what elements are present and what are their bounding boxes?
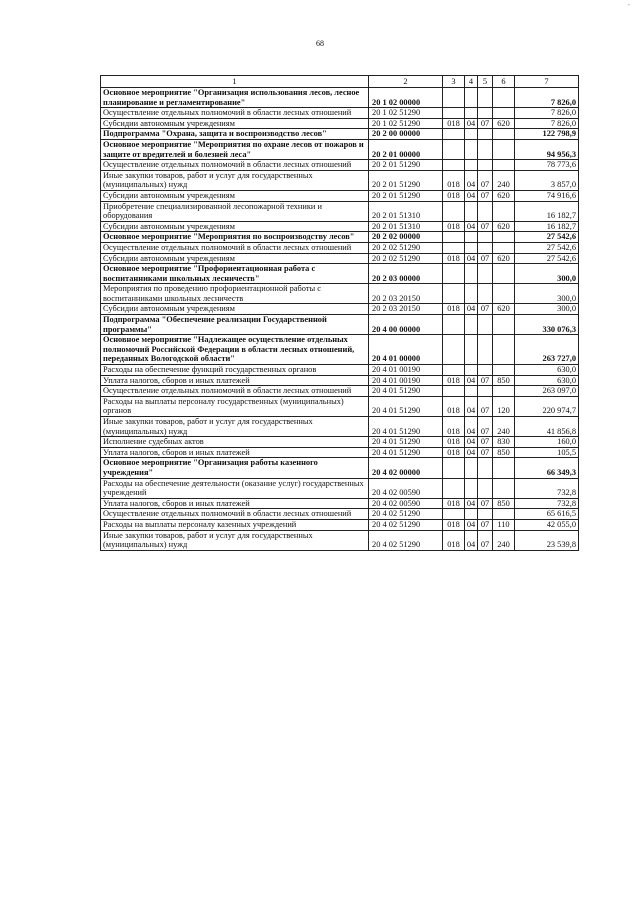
row-name: Расходы на выплаты персоналу казенных учреждений	[101, 519, 369, 530]
row-grbs	[443, 284, 465, 304]
row-code: 20 4 01 51290	[369, 386, 443, 397]
row-expense-type	[493, 129, 515, 140]
row-subsection: 07	[478, 530, 493, 550]
table-row	[101, 458, 579, 478]
row-amount: 732,8	[515, 478, 579, 498]
row-subsection	[478, 242, 493, 253]
row-section: 04	[465, 519, 478, 530]
row-grbs	[443, 509, 465, 520]
row-expense-type	[493, 509, 515, 520]
row-expense-type	[493, 139, 515, 159]
row-grbs: 018	[443, 304, 465, 315]
row-grbs: 018	[443, 417, 465, 437]
table-row	[101, 160, 579, 171]
row-section: 04	[465, 417, 478, 437]
row-grbs	[443, 315, 465, 335]
column-header: 6	[493, 76, 515, 88]
row-subsection: 07	[478, 304, 493, 315]
row-amount: 630,0	[515, 375, 579, 386]
row-amount: 27 542,6	[515, 242, 579, 253]
row-subsection	[478, 108, 493, 119]
row-expense-type: 850	[493, 447, 515, 458]
row-section	[465, 365, 478, 376]
row-subsection	[478, 458, 493, 478]
row-code: 20 4 00 00000	[369, 315, 443, 335]
row-section: 04	[465, 447, 478, 458]
row-expense-type	[493, 284, 515, 304]
row-amount: 74 916,6	[515, 190, 579, 201]
row-name: Основное мероприятие "Мероприятия по охране лесов от пожаров и защите от вредителей и болезней леса"	[101, 139, 369, 159]
row-code: 20 2 03 20150	[369, 284, 443, 304]
row-expense-type: 620	[493, 118, 515, 129]
row-expense-type	[493, 315, 515, 335]
table-row	[101, 108, 579, 119]
row-name: Иные закупки товаров, работ и услуг для государственных (муниципальных) нужд	[101, 530, 369, 550]
row-subsection	[478, 201, 493, 221]
row-code: 20 2 03 00000	[369, 264, 443, 284]
row-subsection	[478, 88, 493, 108]
row-name: Осуществление отдельных полномочий в области лесных отношений	[101, 509, 369, 520]
row-section	[465, 386, 478, 397]
row-section: 04	[465, 221, 478, 232]
row-subsection: 07	[478, 253, 493, 264]
row-amount: 7 826,0	[515, 108, 579, 119]
row-amount: 7 826,0	[515, 118, 579, 129]
row-expense-type: 620	[493, 304, 515, 315]
row-subsection: 07	[478, 498, 493, 509]
row-section: 04	[465, 437, 478, 448]
row-subsection: 07	[478, 417, 493, 437]
row-code: 20 1 02 00000	[369, 88, 443, 108]
table-row	[101, 530, 579, 550]
budget-table	[100, 75, 579, 551]
row-expense-type: 850	[493, 375, 515, 386]
row-name: Субсидии автономным учреждениям	[101, 304, 369, 315]
row-name: Иные закупки товаров, работ и услуг для государственных (муниципальных) нужд	[101, 417, 369, 437]
row-expense-type	[493, 108, 515, 119]
row-subsection	[478, 386, 493, 397]
row-code: 20 2 02 51290	[369, 242, 443, 253]
row-grbs	[443, 108, 465, 119]
row-subsection: 07	[478, 221, 493, 232]
column-header: 4	[465, 76, 478, 88]
table-row	[101, 190, 579, 201]
row-section	[465, 160, 478, 171]
row-name: Основное мероприятие "Организация работы казенного учреждения"	[101, 458, 369, 478]
row-expense-type	[493, 88, 515, 108]
row-name: Основное мероприятие "Мероприятия по воспроизводству лесов"	[101, 232, 369, 243]
table-body	[101, 88, 579, 551]
table-row	[101, 498, 579, 509]
row-name: Приобретение специализированной лесопожарной техники и оборудования	[101, 201, 369, 221]
row-subsection	[478, 315, 493, 335]
row-subsection	[478, 160, 493, 171]
row-expense-type	[493, 478, 515, 498]
table-row	[101, 315, 579, 335]
row-name: Уплата налогов, сборов и иных платежей	[101, 447, 369, 458]
row-name: Субсидии автономным учреждениям	[101, 190, 369, 201]
row-amount: 27 542,6	[515, 253, 579, 264]
row-amount: 94 956,3	[515, 139, 579, 159]
row-amount: 16 182,7	[515, 221, 579, 232]
row-section	[465, 264, 478, 284]
row-section	[465, 88, 478, 108]
row-code: 20 4 01 51290	[369, 447, 443, 458]
row-expense-type	[493, 201, 515, 221]
row-code: 20 2 01 00000	[369, 139, 443, 159]
table-row	[101, 221, 579, 232]
row-section	[465, 509, 478, 520]
row-section: 04	[465, 304, 478, 315]
table-row	[101, 304, 579, 315]
row-expense-type	[493, 365, 515, 376]
row-section: 04	[465, 396, 478, 416]
row-grbs: 018	[443, 118, 465, 129]
row-grbs: 018	[443, 170, 465, 190]
row-subsection	[478, 139, 493, 159]
row-section	[465, 284, 478, 304]
row-code: 20 4 01 00190	[369, 375, 443, 386]
row-section: 04	[465, 118, 478, 129]
row-name: Субсидии автономным учреждениям	[101, 253, 369, 264]
row-amount: 78 773,6	[515, 160, 579, 171]
row-subsection	[478, 509, 493, 520]
row-amount: 41 856,8	[515, 417, 579, 437]
row-code: 20 2 02 51290	[369, 253, 443, 264]
row-subsection: 07	[478, 447, 493, 458]
table-row	[101, 118, 579, 129]
row-name: Подпрограмма "Охрана, защита и воспроизводство лесов"	[101, 129, 369, 140]
column-header: 7	[515, 76, 579, 88]
row-grbs	[443, 129, 465, 140]
row-section: 04	[465, 190, 478, 201]
row-code: 20 2 01 51310	[369, 201, 443, 221]
row-name: Основное мероприятие "Профориентационная работа с воспитанниками школьных лесничеств"	[101, 264, 369, 284]
table-row	[101, 478, 579, 498]
table-row	[101, 232, 579, 243]
row-section: 04	[465, 530, 478, 550]
row-code: 20 4 02 51290	[369, 530, 443, 550]
row-amount: 300,0	[515, 284, 579, 304]
row-name: Основное мероприятие "Организация использования лесов, лесное планирование и регламентирование"	[101, 88, 369, 108]
row-amount: 300,0	[515, 304, 579, 315]
row-name: Исполнение судебных актов	[101, 437, 369, 448]
row-amount: 300,0	[515, 264, 579, 284]
row-grbs: 018	[443, 375, 465, 386]
row-name: Осуществление отдельных полномочий в области лесных отношений	[101, 108, 369, 119]
row-grbs	[443, 242, 465, 253]
row-name: Уплата налогов, сборов и иных платежей	[101, 375, 369, 386]
table-row	[101, 386, 579, 397]
row-section: 04	[465, 170, 478, 190]
row-expense-type	[493, 264, 515, 284]
row-amount: 630,0	[515, 365, 579, 376]
table-row	[101, 447, 579, 458]
row-expense-type: 240	[493, 170, 515, 190]
row-subsection	[478, 232, 493, 243]
row-expense-type	[493, 232, 515, 243]
row-amount: 330 076,3	[515, 315, 579, 335]
row-grbs: 018	[443, 498, 465, 509]
table-row	[101, 253, 579, 264]
row-section: 04	[465, 498, 478, 509]
table-row	[101, 365, 579, 376]
row-code: 20 2 03 20150	[369, 304, 443, 315]
row-amount: 16 182,7	[515, 201, 579, 221]
row-subsection	[478, 129, 493, 140]
row-section	[465, 108, 478, 119]
table-row	[101, 417, 579, 437]
row-subsection	[478, 335, 493, 365]
row-name: Расходы на выплаты персоналу государственных (муниципальных) органов	[101, 396, 369, 416]
row-section	[465, 458, 478, 478]
row-grbs	[443, 232, 465, 243]
table-row	[101, 375, 579, 386]
row-amount: 7 826,0	[515, 88, 579, 108]
row-code: 20 2 02 00000	[369, 232, 443, 243]
row-grbs	[443, 139, 465, 159]
row-subsection	[478, 365, 493, 376]
row-grbs: 018	[443, 221, 465, 232]
row-grbs: 018	[443, 519, 465, 530]
row-expense-type: 620	[493, 221, 515, 232]
row-grbs: 018	[443, 190, 465, 201]
table-row	[101, 437, 579, 448]
row-section: 04	[465, 375, 478, 386]
row-amount: 263 727,0	[515, 335, 579, 365]
column-header: 1	[101, 76, 369, 88]
row-expense-type: 850	[493, 498, 515, 509]
table-row	[101, 335, 579, 365]
column-header: 5	[478, 76, 493, 88]
table-row	[101, 139, 579, 159]
row-subsection: 07	[478, 190, 493, 201]
table-row	[101, 201, 579, 221]
row-amount: 66 349,3	[515, 458, 579, 478]
row-name: Расходы на обеспечение функций государственных органов	[101, 365, 369, 376]
row-expense-type	[493, 458, 515, 478]
row-name: Субсидии автономным учреждениям	[101, 221, 369, 232]
row-code: 20 2 01 51290	[369, 170, 443, 190]
row-name: Осуществление отдельных полномочий в области лесных отношений	[101, 242, 369, 253]
row-subsection: 07	[478, 375, 493, 386]
row-name: Осуществление отдельных полномочий в области лесных отношений	[101, 386, 369, 397]
row-code: 20 4 02 51290	[369, 509, 443, 520]
row-grbs: 018	[443, 437, 465, 448]
column-header: 2	[369, 76, 443, 88]
row-amount: 122 798,9	[515, 129, 579, 140]
row-section	[465, 139, 478, 159]
row-grbs: 018	[443, 253, 465, 264]
table-row	[101, 88, 579, 108]
row-code: 20 2 01 51310	[369, 221, 443, 232]
row-amount: 160,0	[515, 437, 579, 448]
row-subsection: 07	[478, 396, 493, 416]
row-grbs	[443, 264, 465, 284]
row-grbs	[443, 88, 465, 108]
row-grbs	[443, 160, 465, 171]
row-grbs	[443, 478, 465, 498]
row-amount: 27 542,6	[515, 232, 579, 243]
page-number: 68	[316, 39, 324, 48]
row-section	[465, 315, 478, 335]
row-expense-type: 620	[493, 190, 515, 201]
row-subsection: 07	[478, 170, 493, 190]
row-code: 20 2 00 00000	[369, 129, 443, 140]
corner-mark: -	[627, 0, 630, 9]
row-expense-type: 120	[493, 396, 515, 416]
row-section	[465, 478, 478, 498]
row-section	[465, 242, 478, 253]
row-grbs: 018	[443, 396, 465, 416]
row-grbs	[443, 201, 465, 221]
row-section: 04	[465, 253, 478, 264]
table-row	[101, 170, 579, 190]
row-expense-type: 830	[493, 437, 515, 448]
row-subsection: 07	[478, 437, 493, 448]
row-expense-type: 240	[493, 530, 515, 550]
row-subsection	[478, 478, 493, 498]
row-code: 20 4 02 51290	[369, 519, 443, 530]
row-section	[465, 335, 478, 365]
row-expense-type	[493, 335, 515, 365]
row-grbs	[443, 335, 465, 365]
row-section	[465, 232, 478, 243]
row-amount: 23 539,8	[515, 530, 579, 550]
row-subsection	[478, 284, 493, 304]
row-code: 20 4 02 00590	[369, 498, 443, 509]
row-amount: 220 974,7	[515, 396, 579, 416]
row-name: Мероприятия по проведению профориентационной работы с воспитанниками школьных лесничеств	[101, 284, 369, 304]
table-row	[101, 509, 579, 520]
table-row	[101, 396, 579, 416]
row-code: 20 1 02 51290	[369, 118, 443, 129]
row-amount: 3 857,0	[515, 170, 579, 190]
row-code: 20 4 01 51290	[369, 417, 443, 437]
row-subsection: 07	[478, 519, 493, 530]
table-row	[101, 519, 579, 530]
row-amount: 732,8	[515, 498, 579, 509]
row-amount: 42 055,0	[515, 519, 579, 530]
row-section	[465, 201, 478, 221]
row-code: 20 4 01 51290	[369, 437, 443, 448]
table-header-row	[101, 76, 579, 88]
row-grbs	[443, 458, 465, 478]
row-amount: 263 097,0	[515, 386, 579, 397]
column-header: 3	[443, 76, 465, 88]
row-expense-type	[493, 160, 515, 171]
row-code: 20 2 01 51290	[369, 190, 443, 201]
row-expense-type	[493, 386, 515, 397]
row-amount: 105,5	[515, 447, 579, 458]
row-name: Подпрограмма "Обеспечение реализации Государственной программы"	[101, 315, 369, 335]
row-name: Расходы на обеспечение деятельности (оказание услуг) государственных учреждений	[101, 478, 369, 498]
row-name: Иные закупки товаров, работ и услуг для государственных (муниципальных) нужд	[101, 170, 369, 190]
row-grbs: 018	[443, 447, 465, 458]
row-subsection	[478, 264, 493, 284]
row-code: 20 4 01 00000	[369, 335, 443, 365]
row-code: 20 4 02 00000	[369, 458, 443, 478]
row-code: 20 4 01 51290	[369, 396, 443, 416]
row-subsection: 07	[478, 118, 493, 129]
row-code: 20 4 02 00590	[369, 478, 443, 498]
row-grbs: 018	[443, 530, 465, 550]
table-row	[101, 264, 579, 284]
row-expense-type: 620	[493, 253, 515, 264]
row-code: 20 2 01 51290	[369, 160, 443, 171]
row-code: 20 1 02 51290	[369, 108, 443, 119]
row-name: Субсидии автономным учреждениям	[101, 118, 369, 129]
table-row	[101, 284, 579, 304]
row-grbs	[443, 386, 465, 397]
row-expense-type: 110	[493, 519, 515, 530]
row-code: 20 4 01 00190	[369, 365, 443, 376]
row-name: Основное мероприятие "Надлежащее осуществление отдельных полномочий Российской Федерации в области лесных отношений, переданных Вологодской области"	[101, 335, 369, 365]
row-amount: 65 616,5	[515, 509, 579, 520]
row-section	[465, 129, 478, 140]
row-expense-type	[493, 242, 515, 253]
row-grbs	[443, 365, 465, 376]
row-expense-type: 240	[493, 417, 515, 437]
row-name: Осуществление отдельных полномочий в области лесных отношений	[101, 160, 369, 171]
table-row	[101, 129, 579, 140]
table-row	[101, 242, 579, 253]
row-name: Уплата налогов, сборов и иных платежей	[101, 498, 369, 509]
